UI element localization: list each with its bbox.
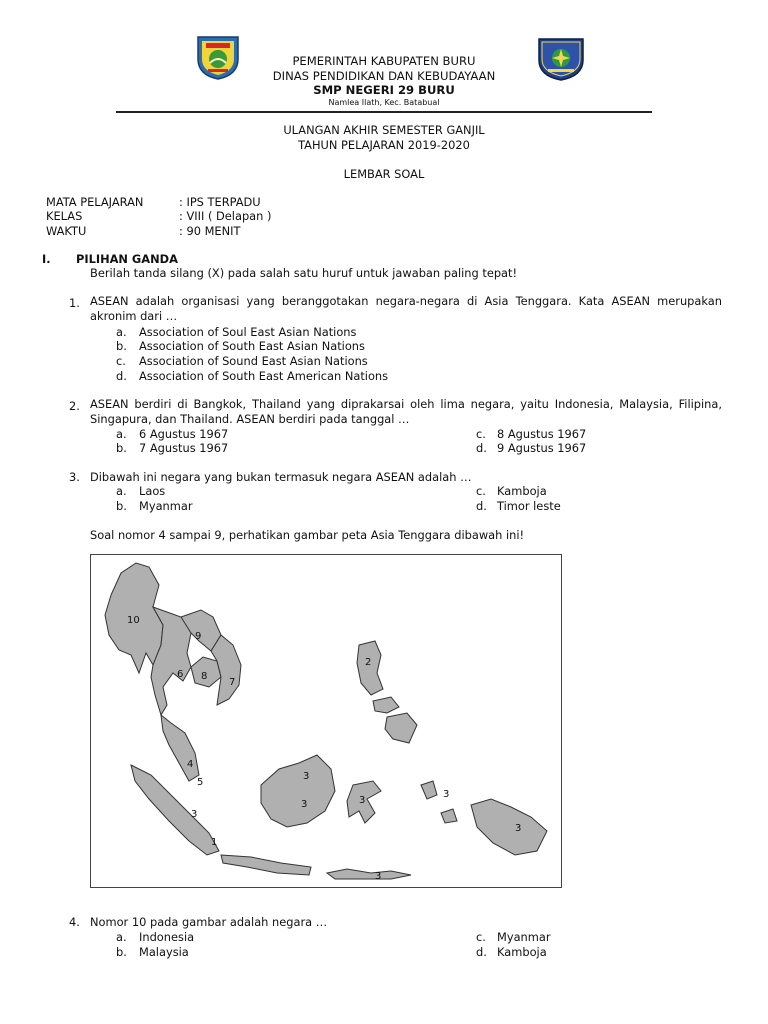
q3-option-c[interactable]: Kamboja — [497, 484, 547, 498]
section-instruction: Berilah tanda silang (X) pada salah satu huruf untuk jawaban paling tepat! — [90, 266, 518, 280]
q1-option-a-letter: a. — [116, 325, 127, 339]
q1-option-c-letter: c. — [116, 354, 126, 368]
q4-option-b[interactable]: Malaysia — [139, 945, 189, 959]
q2-option-d-letter: d. — [476, 441, 487, 455]
map-region-borneo — [261, 755, 335, 827]
q3-option-a-letter: a. — [116, 484, 127, 498]
map-region-papua — [471, 799, 547, 855]
map-label-1: 1 — [211, 837, 218, 848]
map-label-7: 7 — [229, 677, 236, 688]
map-label-3b: 3 — [303, 771, 310, 782]
info-value-subject: : IPS TERPADU — [179, 195, 261, 209]
map-label-10: 10 — [127, 615, 140, 626]
map-label-3g: 3 — [375, 871, 382, 882]
q3-option-b[interactable]: Myanmar — [139, 499, 193, 513]
section-number: I. — [42, 252, 51, 266]
info-label-subject: MATA PELAJARAN — [46, 195, 144, 209]
q3-option-a[interactable]: Laos — [139, 484, 166, 498]
map-label-3d: 3 — [443, 789, 450, 800]
section-title: PILIHAN GANDA — [76, 252, 178, 266]
header-school-name: SMP NEGERI 29 BURU — [313, 83, 455, 97]
map-label-3e: 3 — [515, 823, 522, 834]
q2-option-c[interactable]: 8 Agustus 1967 — [497, 427, 587, 441]
q1-option-a[interactable]: Association of Soul East Asian Nations — [139, 325, 357, 339]
header-department: DINAS PENDIDIKAN DAN KEBUDAYAAN — [272, 69, 496, 83]
question-1-number: 1. — [69, 296, 80, 310]
question-2-text: ASEAN berdiri di Bangkok, Thailand yang diprakarsai oleh lima negara, yaitu Indonesia, Malaysia, Filipina, Singapura, dan Thailand. ASEAN berdiri pada tanggal … — [90, 397, 722, 426]
map-label-3c: 3 — [359, 795, 366, 806]
q3-option-b-letter: b. — [116, 499, 127, 513]
q4-option-a[interactable]: Indonesia — [139, 930, 195, 944]
q1-option-d-letter: d. — [116, 369, 127, 383]
map-label-9: 9 — [195, 631, 202, 642]
map-region-lesser-sunda — [327, 869, 411, 879]
q3-option-c-letter: c. — [476, 484, 486, 498]
q4-option-c-letter: c. — [476, 930, 486, 944]
map-region-maluku — [421, 781, 457, 823]
southeast-asia-map — [90, 554, 562, 888]
q3-option-d[interactable]: Timor leste — [497, 499, 561, 513]
q2-option-d[interactable]: 9 Agustus 1967 — [497, 441, 587, 455]
info-value-class: : VIII ( Delapan ) — [179, 209, 272, 223]
header-divider — [116, 111, 652, 113]
info-value-time: : 90 MENIT — [179, 224, 241, 238]
map-label-6: 6 — [177, 669, 184, 680]
map-label-3a: 3 — [301, 799, 308, 810]
map-region-mindanao — [385, 713, 417, 743]
q1-option-d[interactable]: Association of South East American Nations — [139, 369, 389, 383]
map-region-4-peninsula — [161, 715, 199, 781]
q1-option-c[interactable]: Association of Sound East Asian Nations — [139, 354, 368, 368]
exam-title: ULANGAN AKHIR SEMESTER GANJIL — [283, 123, 485, 137]
q4-option-a-letter: a. — [116, 930, 127, 944]
q4-option-b-letter: b. — [116, 945, 127, 959]
question-1-text: ASEAN adalah organisasi yang beranggotakan negara-negara di Asia Tenggara. Kata ASEAN merupakan akronim dari … — [90, 294, 722, 323]
q2-option-a-letter: a. — [116, 427, 127, 441]
q1-option-b-letter: b. — [116, 339, 127, 353]
map-label-8: 8 — [201, 671, 208, 682]
header-address: Namlea Ilath, Kec. Batabual — [328, 98, 440, 107]
exam-year: TAHUN PELAJARAN 2019-2020 — [298, 138, 470, 152]
question-3-number: 3. — [69, 470, 80, 484]
q2-option-b-letter: b. — [116, 441, 127, 455]
map-instruction: Soal nomor 4 sampai 9, perhatikan gambar peta Asia Tenggara dibawah ini! — [90, 528, 525, 542]
q2-option-b[interactable]: 7 Agustus 1967 — [139, 441, 229, 455]
q4-option-d[interactable]: Kamboja — [497, 945, 547, 959]
q4-option-c[interactable]: Myanmar — [497, 930, 551, 944]
q2-option-c-letter: c. — [476, 427, 486, 441]
question-4-number: 4. — [69, 915, 80, 929]
question-2-number: 2. — [69, 399, 80, 413]
header-government: PEMERINTAH KABUPATEN BURU — [292, 54, 476, 68]
q2-option-a[interactable]: 6 Agustus 1967 — [139, 427, 229, 441]
map-region-visayas — [373, 697, 399, 713]
q1-option-b[interactable]: Association of South East Asian Nations — [139, 339, 365, 353]
map-region-2-luzon — [357, 641, 383, 695]
sheet-title: LEMBAR SOAL — [343, 167, 425, 181]
map-label-4: 4 — [187, 759, 194, 770]
map-region-java — [221, 855, 311, 875]
map-region-sumatra — [131, 765, 219, 855]
map-label-5: 5 — [197, 777, 204, 788]
question-3-text: Dibawah ini negara yang bukan termasuk negara ASEAN adalah … — [90, 470, 472, 484]
q3-option-d-letter: d. — [476, 499, 487, 513]
info-label-class: KELAS — [46, 209, 83, 223]
info-label-time: WAKTU — [46, 224, 87, 238]
map-label-2: 2 — [365, 657, 372, 668]
map-label-3f: 3 — [191, 809, 198, 820]
q4-option-d-letter: d. — [476, 945, 487, 959]
question-4-text: Nomor 10 pada gambar adalah negara … — [90, 915, 328, 929]
